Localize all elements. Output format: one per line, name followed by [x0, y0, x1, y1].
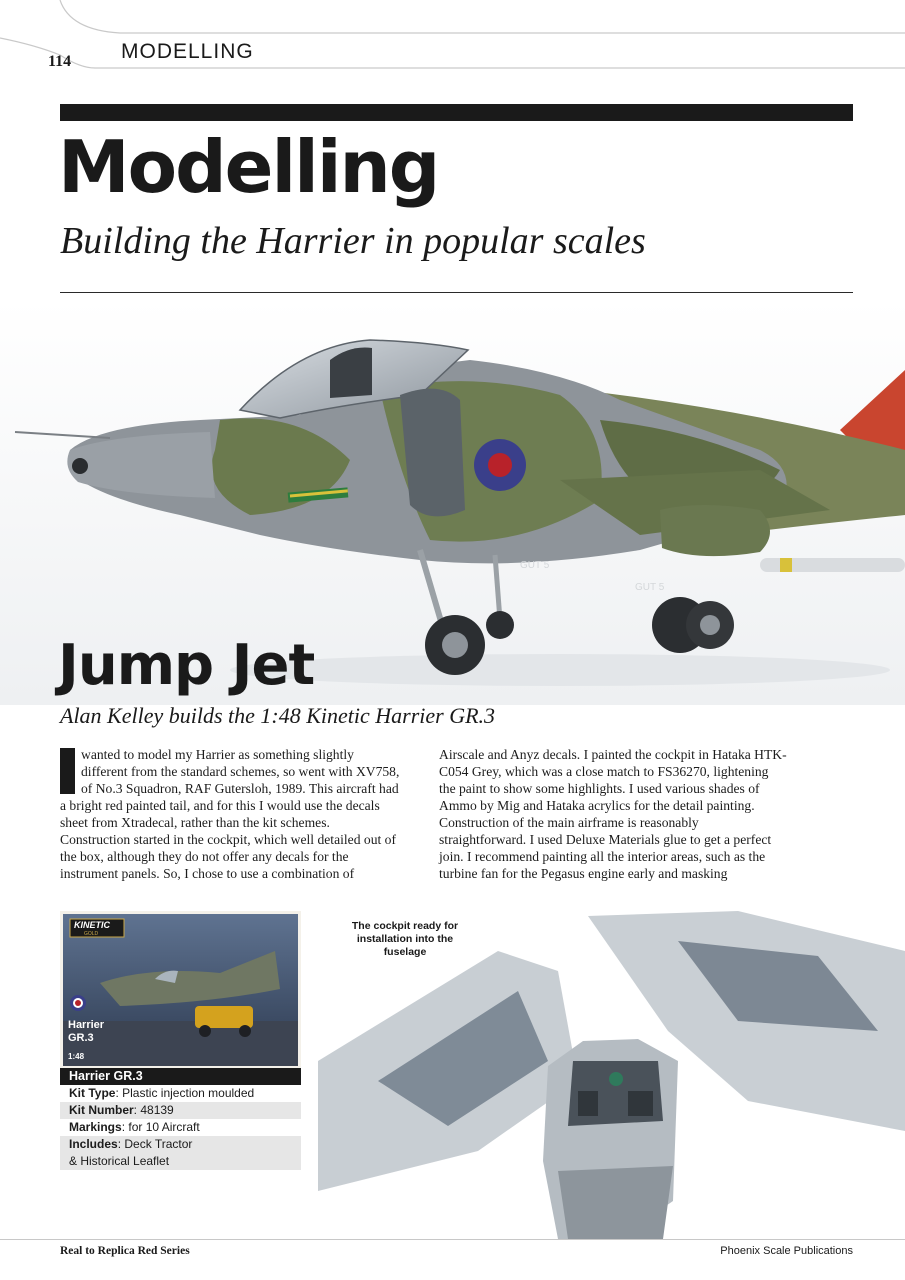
page-subtitle: Building the Harrier in popular scales: [60, 220, 646, 262]
spec-label: Kit Type: [69, 1086, 116, 1100]
kit-box-art: [60, 911, 301, 1069]
spec-includes: [60, 1136, 301, 1170]
footer-series: Real to Replica Red Series: [60, 1245, 190, 1257]
title-rule: [60, 292, 853, 293]
title-bar: [60, 104, 853, 121]
drop-cap-i: [60, 748, 75, 794]
kit-box-scale: 1:48: [68, 1052, 85, 1061]
page-number: 114: [48, 53, 72, 70]
kit-name-bar: Harrier GR.3: [60, 1068, 301, 1085]
spec-value: : 48139: [133, 1103, 174, 1117]
footer-publisher: Phoenix Scale Publications: [720, 1245, 853, 1257]
photo-caption: The cockpit ready for installation into the fuselage: [351, 920, 459, 958]
spec-label: Kit Number: [69, 1103, 134, 1117]
article-title: Jump Jet: [58, 633, 315, 698]
spec-value: : Plastic injection moulded: [115, 1086, 255, 1100]
fuselage-code-1: GUT 5: [520, 560, 550, 571]
kit-box-title: Harrier: [68, 1019, 105, 1031]
kit-box-sub: GR.3: [68, 1032, 94, 1044]
body-column-2: Airscale and Anyz decals. I painted the cockpit in Hataka HTK-C054 Grey, which was a close match to FS36270, lightening the paint to show some highlights. I used various shades of Ammo by Mig and Hataka acrylics for the detail painting. Construction of the main airframe is reasonably straightforward. I used Deluxe Materials glue to get a perfect join. I recommend painting all the interior areas, such as the turbine fan for the Pegasus engine early and masking: [439, 747, 787, 881]
page-title: Modelling: [58, 125, 439, 209]
article-byline: Alan Kelley builds the 1:48 Kinetic Harrier GR.3: [60, 703, 496, 728]
spec-value: : Deck Tractor: [117, 1137, 193, 1151]
kit-brand-sub: GOLD: [84, 931, 99, 937]
spec-kit-number: [60, 1102, 301, 1119]
spec-kit-type: [60, 1085, 301, 1102]
section-label: MODELLING: [121, 40, 254, 63]
spec-markings: [60, 1119, 301, 1136]
footer-rule: [0, 1239, 905, 1240]
body-column-1: [60, 746, 402, 882]
cockpit-photo: [318, 911, 905, 1239]
spec-value-extra: & Historical Leaflet: [69, 1154, 170, 1168]
spec-label: Includes: [69, 1137, 118, 1151]
fuselage-code-2: GUT 5: [635, 582, 665, 593]
spec-label: Markings: [69, 1120, 122, 1134]
spec-value: : for 10 Aircraft: [121, 1120, 200, 1134]
kit-brand: KINETIC: [74, 920, 110, 930]
body-text-1: wanted to model my Harrier as something slightly different from the standard schemes, so went with XV758, of No.3 Squadron, RAF Gutersloh, 1989. This aircraft had a bright red painted tail, and for this I would use the decals sheet from Xtradecal, rather than the kit schemes. Construction started in the cockpit, which well detailed out of the box, although they do not offer any decals for the instrument panels. So, I chose to use a combination of: [60, 747, 400, 881]
